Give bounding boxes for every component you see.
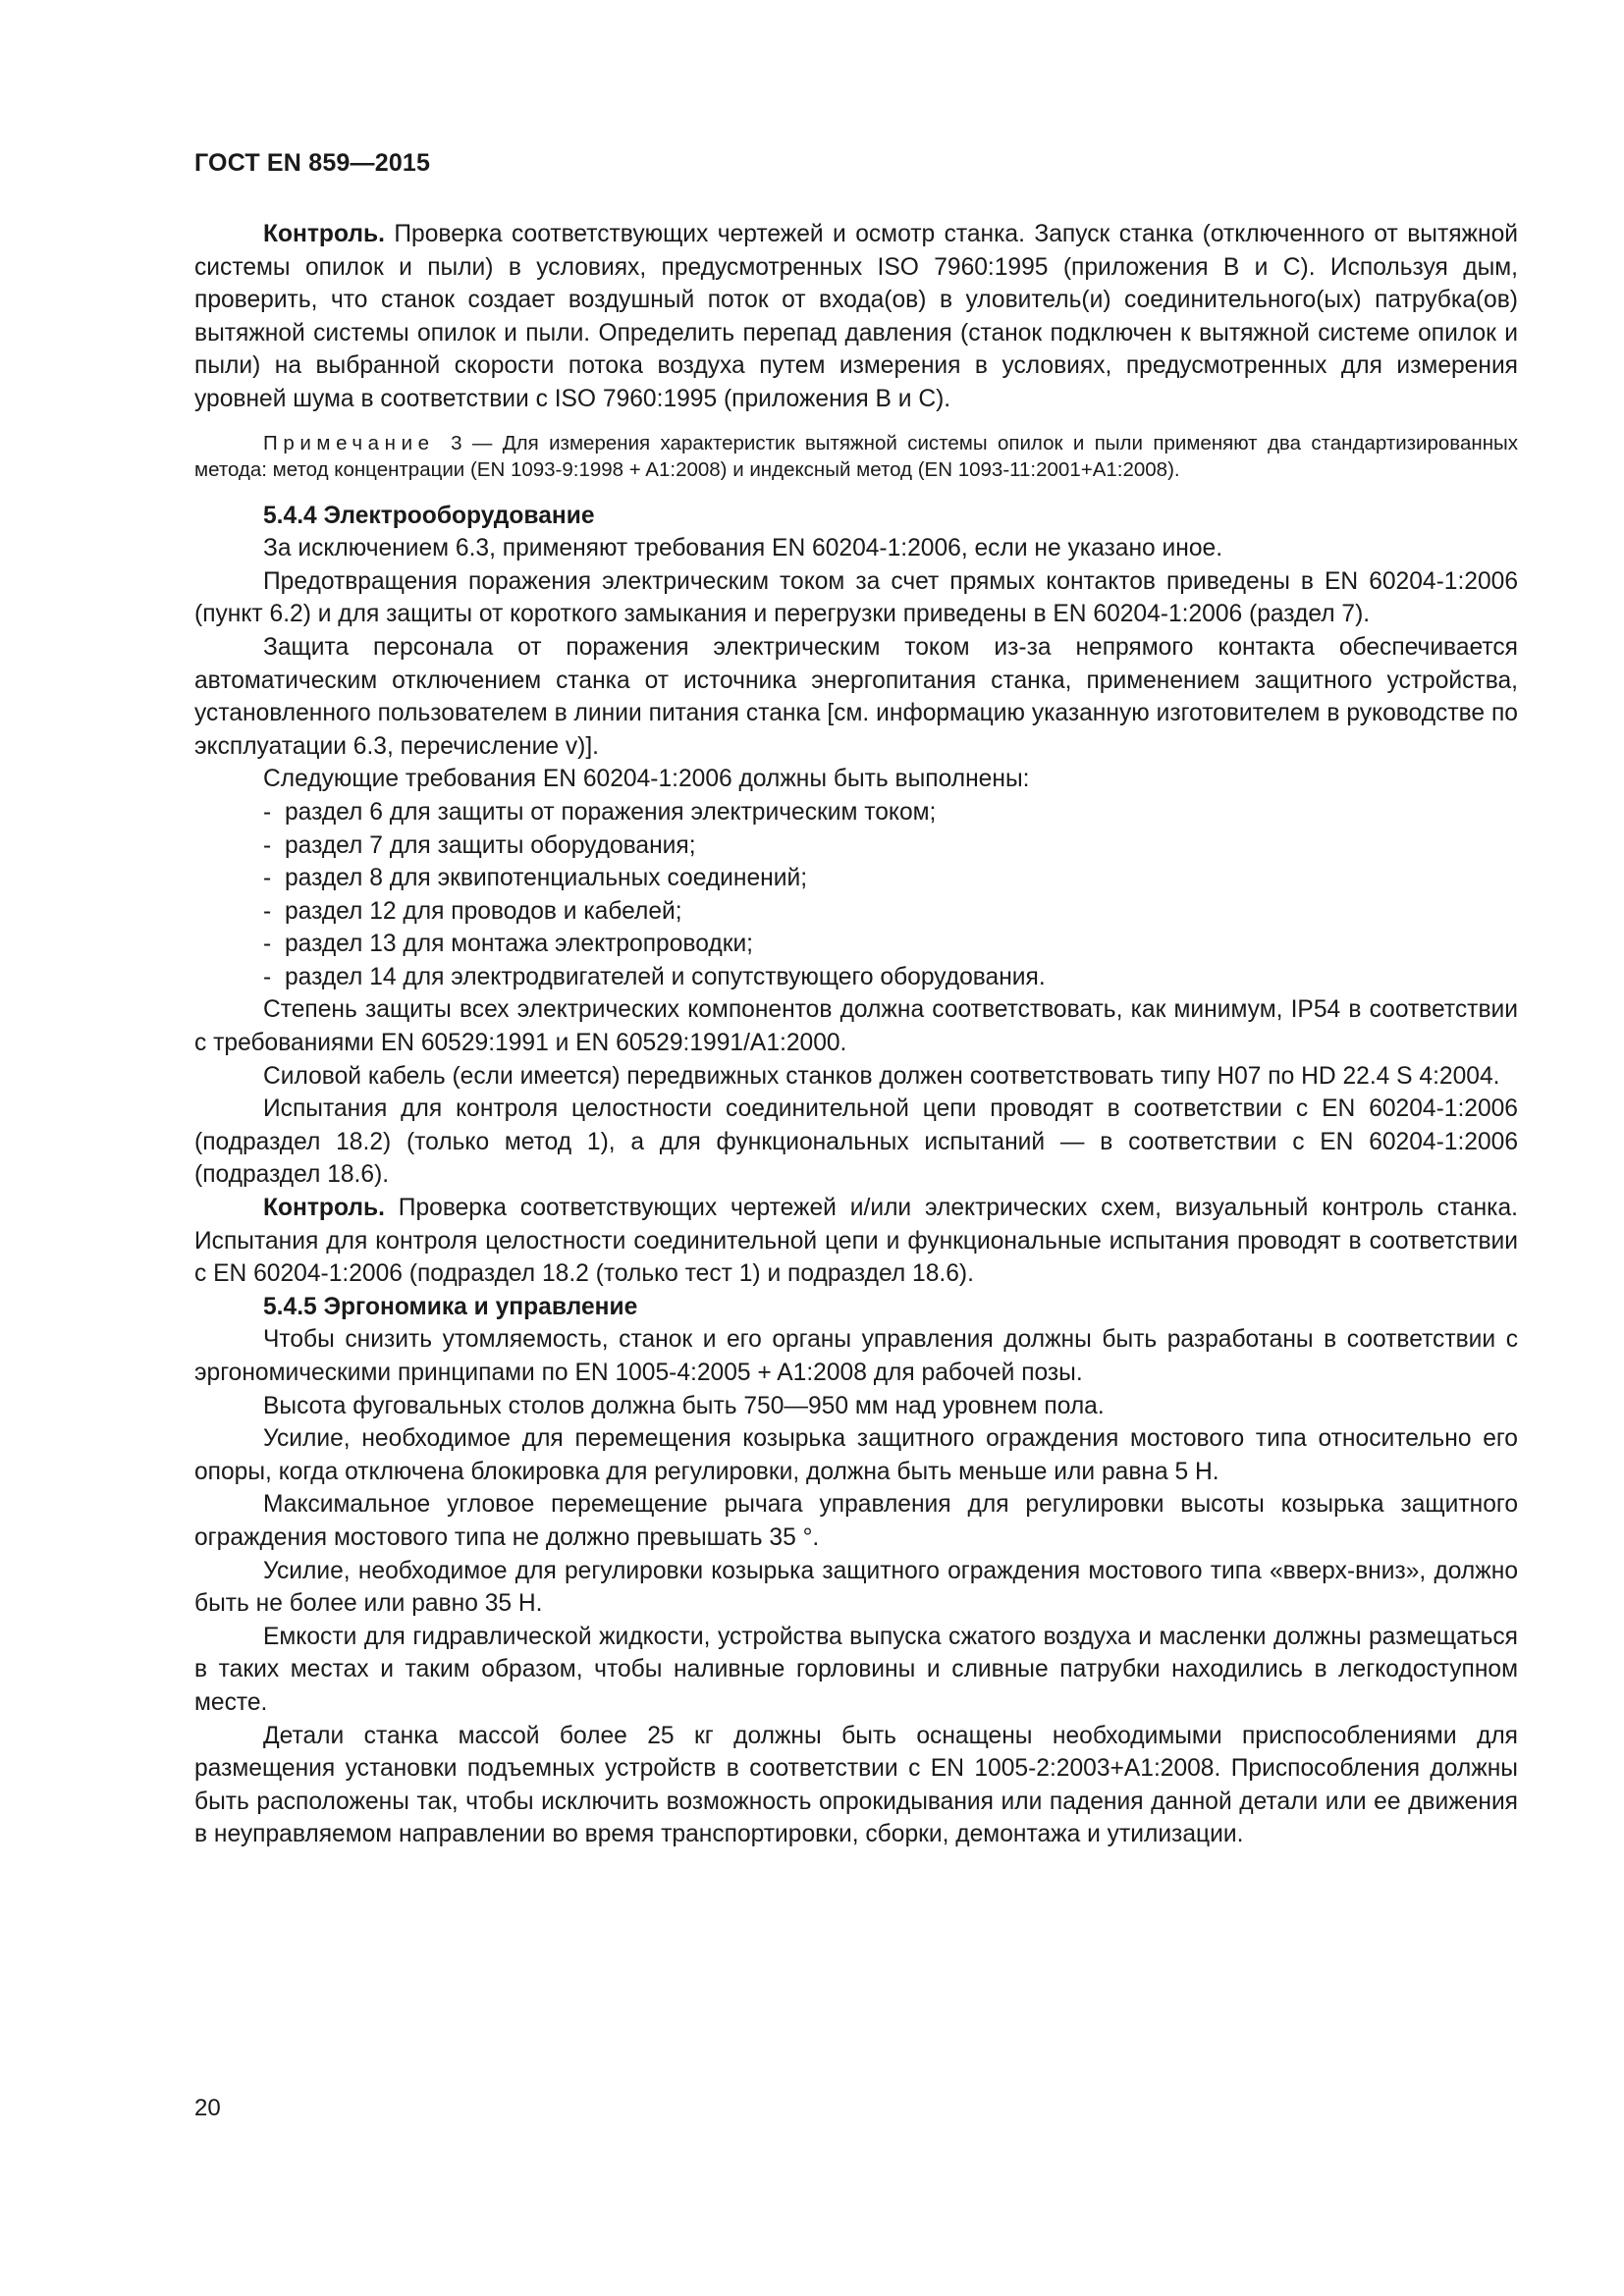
paragraph: Силовой кабель (если имеется) передвижных станков должен соответствовать типу H07 по HD 22.4 S 4:2004. bbox=[263, 1062, 1500, 1090]
paragraph: Емкости для гидравлической жидкости, устройства выпуска сжатого воздуха и масленки должны размещаться в таких местах и таким образом, чтобы наливные горловины и сливные патрубки находились в легкодоступном месте. bbox=[194, 1623, 1518, 1716]
control-label: Контроль. bbox=[263, 1195, 385, 1222]
paragraph: Детали станка массой более 25 кг должны быть оснащены необходимыми приспособлениями для размещения установки подъемных устройств в соответствии с EN 1005-2:2003+A1:2008. Приспособления должны быть расположены так, чтобы исключить возможность опрокидывания или падения данной детали или ее движения в неуправляемом направлении во время транспортировки, сборки, демонтажа и утилизации. bbox=[194, 1722, 1518, 1848]
section-heading-5-4-5: 5.4.5 Эргономика и управление bbox=[263, 1293, 638, 1320]
paragraph: Степень защиты всех электрических компонентов должна соответствовать, как минимум, IP54 в соответствии с требованиями EN 60529:1991 и EN 60529:1991/A1:2000. bbox=[194, 996, 1518, 1057]
note-label: Примечание bbox=[263, 431, 435, 454]
list-marker: - bbox=[263, 963, 272, 990]
paragraph: Испытания для контроля целостности соединительной цепи проводят в соответствии с EN 60204-1:2006 (подраздел 18.2) (только метод 1), а для функциональных испытаний — в соответствии с EN 60204-1:2006 (подраздел 18.6). bbox=[194, 1095, 1518, 1189]
list-item: - раздел 12 для проводов и кабелей; bbox=[194, 895, 1518, 929]
paragraph: Чтобы снизить утомляемость, станок и его органы управления должны быть разработаны в соответствии с эргономическими принципами по EN 1005-4:2005 + A1:2008 для рабочей позы. bbox=[194, 1326, 1518, 1386]
list-marker: - bbox=[263, 931, 272, 958]
list-item: - раздел 13 для монтажа электропроводки; bbox=[194, 928, 1518, 961]
paragraph: Усилие, необходимое для регулировки козырька защитного ограждения мостового типа «вверх-вниз», должно быть не более или равно 35 Н. bbox=[194, 1557, 1518, 1618]
list-item: - раздел 6 для защиты от поражения электрическим током; bbox=[194, 796, 1518, 829]
paragraph: Предотвращения поражения электрическим током за счет прямых контактов приведены в EN 60204-1:2006 (пункт 6.2) и для защиты от короткого замыкания и перегрузки приведены в EN 60204-1:2006 (раздел 7). bbox=[194, 567, 1518, 628]
list-marker: - bbox=[263, 897, 272, 925]
paragraph: За исключением 6.3, применяют требования EN 60204-1:2006, если не указано иное. bbox=[263, 535, 1223, 562]
page-number: 20 bbox=[194, 2095, 221, 2121]
note-3 bbox=[194, 430, 1518, 484]
list-item: - раздел 7 для защиты оборудования; bbox=[194, 829, 1518, 863]
list-marker: - bbox=[263, 798, 272, 826]
intro-control-paragraph bbox=[194, 218, 1518, 416]
requirements-list bbox=[194, 796, 1518, 994]
list-item: - раздел 14 для электродвигателей и сопутствующего оборудования. bbox=[194, 961, 1518, 994]
paragraph: Высота фуговальных столов должна быть 750—950 мм над уровнем пола. bbox=[263, 1392, 1105, 1419]
control-label: Контроль. bbox=[263, 221, 385, 247]
paragraph: Усилие, необходимое для перемещения козырька защитного ограждения мостового типа относительно его опоры, когда отключена блокировка для регулировки, должна быть меньше или равна 5 Н. bbox=[194, 1425, 1518, 1485]
document-header: ГОСТ EN 859—2015 bbox=[194, 149, 431, 177]
paragraph: Максимальное угловое перемещение рычага управления для регулировки высоты козырька защитного ограждения мостового типа не должно превышать 35 °. bbox=[194, 1491, 1518, 1551]
paragraph: Защита персонала от поражения электрическим током из-за непрямого контакта обеспечивается автоматическим отключением станка от источника энергопитания станка, применением защитного устройства, установленного пользователем в линии питания станка [см. информацию указанную изготовителем в руководстве по эксплуатации 6.3, перечисление v)]. bbox=[194, 633, 1518, 760]
list-marker: - bbox=[263, 831, 272, 859]
control-text: Проверка соответствующих чертежей и/или электрических схем, визуальный контроль станка. Испытания для контроля целостности соединительной цепи и функциональные испытания проводят в соответствии с EN 60204-1:2006 (подраздел 18.2 (только тест 1) и подраздел 18.6). bbox=[194, 1195, 1518, 1288]
note-text: 3 — Для измерения характеристик вытяжной системы опилок и пыли применяют два стандартизированных метода: метод концентрации (EN 1093-9:1998 + A1:2008) и индексный метод (EN 1093-11:2001+A1:2008). bbox=[194, 431, 1518, 482]
section-heading-5-4-4: 5.4.4 Электрооборудование bbox=[263, 502, 595, 529]
list-item: - раздел 8 для эквипотенциальных соединений; bbox=[194, 862, 1518, 895]
document-body bbox=[194, 218, 1518, 1851]
list-marker: - bbox=[263, 865, 272, 892]
control-text: Проверка соответствующих чертежей и осмотр станка. Запуск станка (отключенного от вытяжной системы опилок и пыли) в условиях, предусмотренных ISO 7960:1995 (приложения В и С). Используя дым, проверить, что станок создает воздушный поток от входа(ов) в уловитель(и) соединительного(ых) патрубка(ов) вытяжной системы опилок и пыли. Определить перепад давления (станок подключен к вытяжной системе опилок и пыли) на выбранной скорости потока воздуха путем измерения в условиях, предусмотренных для измерения уровней шума в соответствии с ISO 7960:1995 (приложения В и С). bbox=[194, 221, 1518, 412]
section-control-paragraph bbox=[194, 1192, 1518, 1291]
paragraph: Следующие требования EN 60204-1:2006 должны быть выполнены: bbox=[263, 766, 1030, 793]
